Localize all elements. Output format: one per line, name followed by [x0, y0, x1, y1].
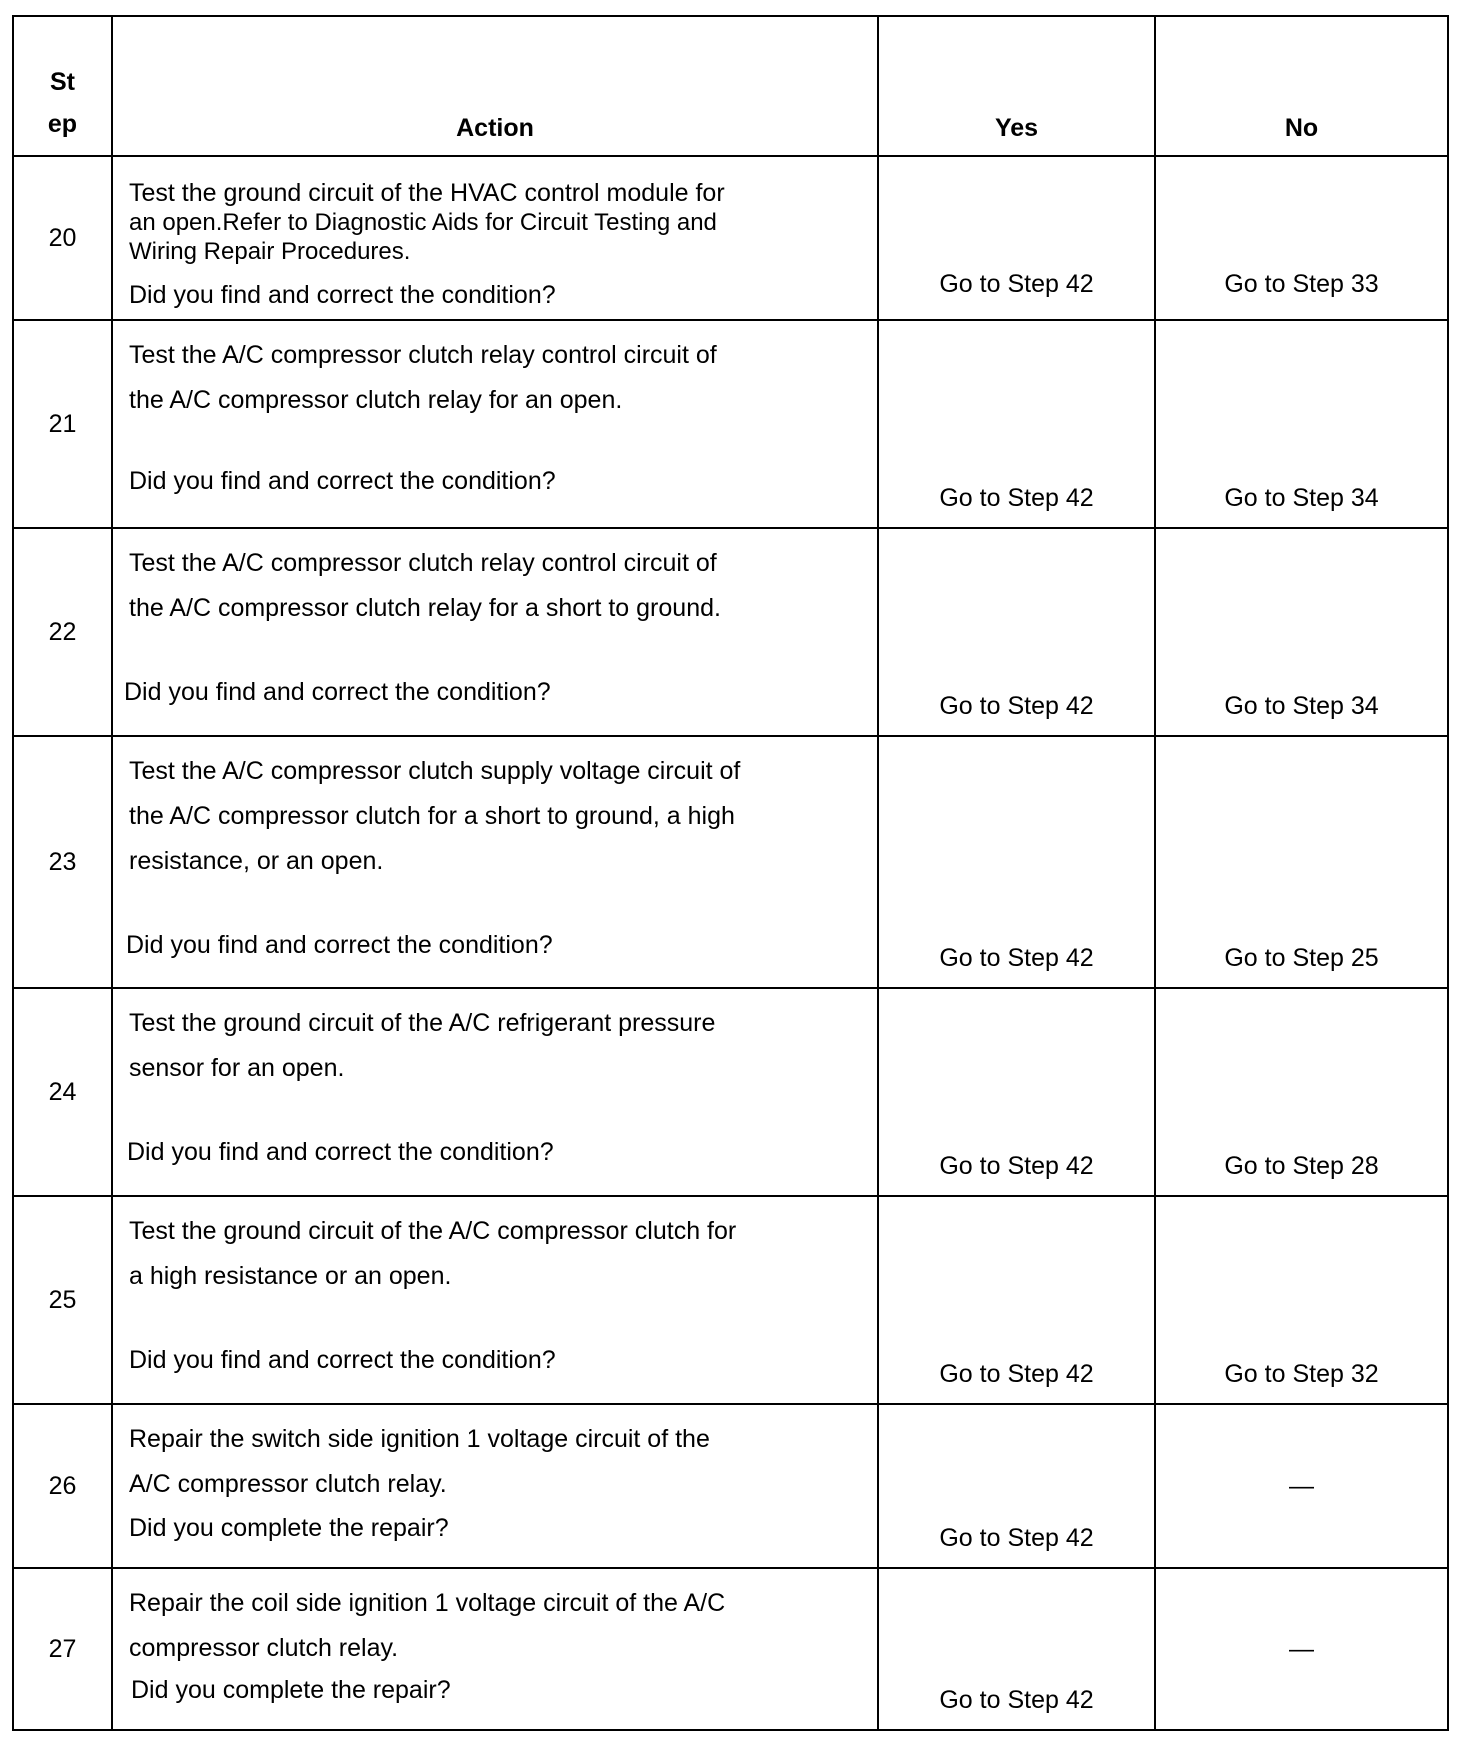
yes-cell: Go to Step 42 — [878, 528, 1155, 736]
yes-cell: Go to Step 42 — [878, 320, 1155, 528]
action-question: Did you find and correct the condition? — [129, 467, 556, 495]
table-row — [13, 736, 1448, 988]
step-header-line2: ep — [47, 110, 78, 138]
action-line: Test the A/C compressor clutch relay control circuit of — [129, 341, 717, 369]
yes-cell: Go to Step 42 — [878, 156, 1155, 320]
no-cell: Go to Step 32 — [1155, 1196, 1448, 1404]
table-row — [13, 1404, 1448, 1568]
action-line: A/C compressor clutch relay. — [129, 1470, 447, 1498]
diagnostic-table — [12, 15, 1449, 1731]
table-row — [13, 156, 1448, 320]
action-cell — [112, 1404, 878, 1568]
no-cell: Go to Step 28 — [1155, 988, 1448, 1196]
step-number: 27 — [13, 1568, 112, 1730]
step-header-line1: St — [50, 68, 75, 96]
yes-cell: Go to Step 42 — [878, 1404, 1155, 1568]
no-cell: Go to Step 25 — [1155, 736, 1448, 988]
action-line: Wiring Repair Procedures. — [129, 238, 411, 265]
action-line: Test the ground circuit of the A/C refrigerant pressure — [129, 1009, 716, 1037]
action-line: the A/C compressor clutch relay for an open. — [129, 386, 623, 414]
action-question: Did you find and correct the condition? — [129, 1346, 556, 1374]
step-number: 23 — [13, 736, 112, 988]
action-question: Did you complete the repair? — [131, 1676, 451, 1704]
no-cell: Go to Step 34 — [1155, 320, 1448, 528]
step-number: 25 — [13, 1196, 112, 1404]
no-cell: Go to Step 34 — [1155, 528, 1448, 736]
step-number: 24 — [13, 988, 112, 1196]
no-header: No — [1155, 16, 1448, 156]
step-header — [13, 16, 112, 156]
action-question: Did you complete the repair? — [129, 1514, 449, 1542]
action-line: compressor clutch relay. — [129, 1634, 399, 1662]
action-line: Repair the switch side ignition 1 voltage circuit of the — [129, 1425, 710, 1453]
table-row — [13, 1568, 1448, 1730]
diagnostic-table-page — [12, 15, 1447, 1731]
action-question: Did you find and correct the condition? — [124, 678, 551, 706]
header-row — [13, 16, 1448, 156]
table-row — [13, 320, 1448, 528]
yes-cell: Go to Step 42 — [878, 1196, 1155, 1404]
action-line: the A/C compressor clutch relay for a short to ground. — [129, 594, 721, 622]
step-number: 21 — [13, 320, 112, 528]
no-cell: — — [1155, 1404, 1448, 1568]
table-row — [13, 988, 1448, 1196]
action-line: Test the A/C compressor clutch supply voltage circuit of — [129, 757, 741, 785]
yes-cell: Go to Step 42 — [878, 988, 1155, 1196]
step-number: 20 — [13, 156, 112, 320]
yes-header: Yes — [878, 16, 1155, 156]
action-cell — [112, 1196, 878, 1404]
action-line: Repair the coil side ignition 1 voltage circuit of the A/C — [129, 1589, 726, 1617]
action-line: sensor for an open. — [129, 1054, 345, 1082]
action-question: Did you find and correct the condition? — [126, 931, 553, 959]
action-cell — [112, 736, 878, 988]
action-line: resistance, or an open. — [129, 847, 384, 875]
action-question: Did you find and correct the condition? — [127, 1138, 554, 1166]
no-cell: — — [1155, 1568, 1448, 1730]
action-cell — [112, 156, 878, 320]
table-row — [13, 1196, 1448, 1404]
action-line: an open.Refer to Diagnostic Aids for Circuit Testing and — [129, 209, 717, 236]
step-number: 26 — [13, 1404, 112, 1568]
action-line: the A/C compressor clutch for a short to ground, a high — [129, 802, 735, 830]
yes-cell: Go to Step 42 — [878, 1568, 1155, 1730]
table-row — [13, 528, 1448, 736]
no-cell: Go to Step 33 — [1155, 156, 1448, 320]
step-number: 22 — [13, 528, 112, 736]
action-header: Action — [112, 16, 878, 156]
action-cell — [112, 528, 878, 736]
yes-cell: Go to Step 42 — [878, 736, 1155, 988]
action-line: a high resistance or an open. — [129, 1262, 452, 1290]
action-cell — [112, 988, 878, 1196]
action-line: Test the ground circuit of the HVAC control module for — [129, 179, 725, 207]
action-question: Did you find and correct the condition? — [129, 281, 556, 309]
action-line: Test the A/C compressor clutch relay control circuit of — [129, 549, 717, 577]
action-cell — [112, 1568, 878, 1730]
action-cell — [112, 320, 878, 528]
action-line: Test the ground circuit of the A/C compressor clutch for — [129, 1217, 737, 1245]
